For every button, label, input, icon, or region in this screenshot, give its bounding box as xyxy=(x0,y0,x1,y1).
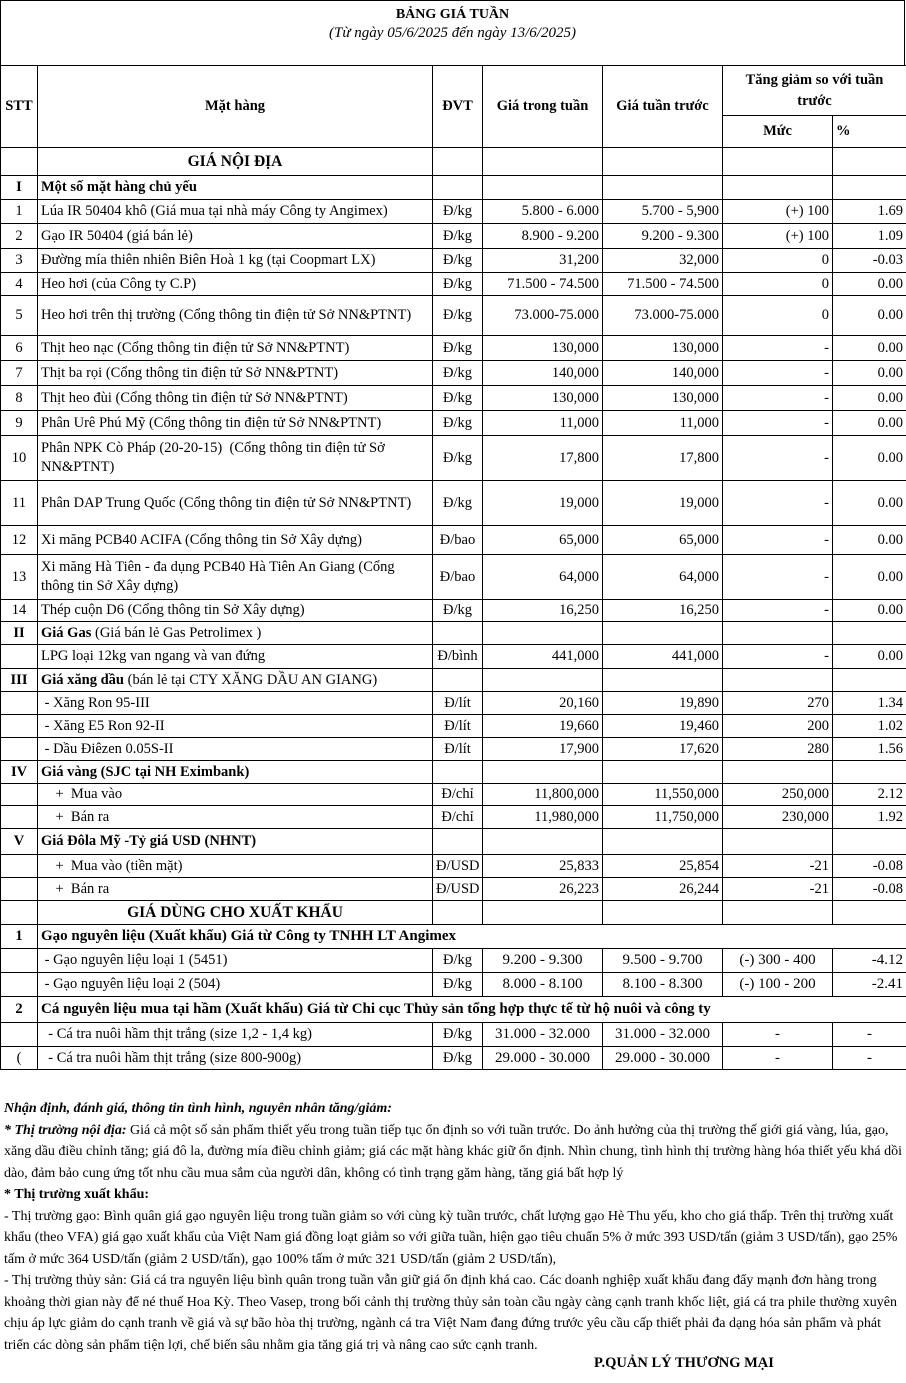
row-item-name: Xi măng Hà Tiên - đa dụng PCB40 Hà Tiên An Giang (Cổng thông tin Sở Xây dựng) xyxy=(38,555,433,600)
row-last-week: 17,620 xyxy=(603,738,723,761)
empty-cell xyxy=(833,622,906,645)
row-change-level: 0 xyxy=(723,273,833,296)
table-row xyxy=(1,555,906,600)
empty-cell xyxy=(433,622,483,645)
row-item-name: + Mua vào (tiền mặt) xyxy=(38,855,433,878)
row-change-level: 200 xyxy=(723,715,833,738)
price-table xyxy=(0,65,906,1070)
empty-cell xyxy=(433,761,483,784)
row-unit: Đ/chỉ xyxy=(433,784,483,806)
row-stt: 8 xyxy=(1,386,38,411)
row-stt: 5 xyxy=(1,296,38,336)
table-row xyxy=(1,436,906,481)
row-last-week: 140,000 xyxy=(603,361,723,386)
table-row xyxy=(1,336,906,361)
row-change-percent: 1.56 xyxy=(833,738,906,761)
row-stt xyxy=(1,806,38,829)
row-stt: 13 xyxy=(1,555,38,600)
col-header-stt: STT xyxy=(1,66,38,148)
row-change-percent: -0.08 xyxy=(833,878,906,901)
row-stt xyxy=(1,1023,38,1047)
row-change-level: - xyxy=(723,361,833,386)
row-change-percent: - xyxy=(833,1023,906,1047)
section-name-text: Một số mặt hàng chủ yếu xyxy=(41,179,197,195)
row-item-name: + Mua vào xyxy=(38,784,433,806)
section-name-text: Giá vàng (SJC tại NH Eximbank) xyxy=(41,763,250,780)
row-change-percent: 2.12 xyxy=(833,784,906,806)
table-row xyxy=(1,855,906,878)
row-stt: ( xyxy=(1,1047,38,1070)
row-item-name: Thịt ba rọi (Cổng thông tin điện tử Sở NN&PTNT) xyxy=(38,361,433,386)
row-stt: 11 xyxy=(1,481,38,526)
row-last-week: 9.200 - 9.300 xyxy=(603,224,723,249)
row-stt: 9 xyxy=(1,411,38,436)
row-unit: Đ/kg xyxy=(433,411,483,436)
row-change-percent: - xyxy=(833,1047,906,1070)
domestic-title: GIÁ NỘI ĐỊA xyxy=(38,148,433,176)
table-row xyxy=(1,224,906,249)
row-change-level: (-) 300 - 400 xyxy=(723,949,833,973)
row-last-week: 9.500 - 9.700 xyxy=(603,949,723,973)
row-last-week: 8.100 - 8.300 xyxy=(603,973,723,997)
row-unit: Đ/kg xyxy=(433,1023,483,1047)
row-last-week: 29.000 - 30.000 xyxy=(603,1047,723,1070)
row-last-week: 26,244 xyxy=(603,878,723,901)
empty-cell xyxy=(723,829,833,855)
empty-cell xyxy=(833,761,906,784)
table-row xyxy=(1,949,906,973)
row-last-week: 71.500 - 74.500 xyxy=(603,273,723,296)
row-item-name: Xi măng PCB40 ACIFA (Cổng thông tin Sở Xây dựng) xyxy=(38,526,433,555)
row-change-level: - xyxy=(723,481,833,526)
row-stt: 7 xyxy=(1,361,38,386)
empty-cell xyxy=(433,176,483,200)
row-change-level: - xyxy=(723,600,833,622)
row-last-week: 19,460 xyxy=(603,715,723,738)
row-this-week: 64,000 xyxy=(483,555,603,600)
row-change-percent: 0.00 xyxy=(833,296,906,336)
row-change-percent: 0.00 xyxy=(833,436,906,481)
row-this-week: 8.000 - 8.100 xyxy=(483,973,603,997)
row-this-week: 130,000 xyxy=(483,336,603,361)
row-last-week: 65,000 xyxy=(603,526,723,555)
row-item-name: Phân DAP Trung Quốc (Cổng thông tin điện tử Sở NN&PTNT) xyxy=(38,481,433,526)
row-this-week: 31.000 - 32.000 xyxy=(483,1023,603,1047)
section-name xyxy=(38,925,906,949)
row-item-name: Thép cuộn D6 (Cổng thông tin Sở Xây dựng) xyxy=(38,600,433,622)
row-unit: Đ/kg xyxy=(433,361,483,386)
row-change-percent: 1.09 xyxy=(833,224,906,249)
table-row xyxy=(1,600,906,622)
table-row xyxy=(1,715,906,738)
row-item-name: LPG loại 12kg van ngang và van đứng xyxy=(38,645,433,669)
section-row xyxy=(1,761,906,784)
row-item-name: Phân Urê Phú Mỹ (Cổng thông tin điện tử Sở NN&PTNT) xyxy=(38,411,433,436)
empty-cell xyxy=(723,622,833,645)
row-unit: Đ/kg xyxy=(433,224,483,249)
section-name-text: Giá Gas xyxy=(41,624,92,641)
row-item-name: Thịt heo đùi (Cổng thông tin điện tử Sở NN&PTNT) xyxy=(38,386,433,411)
table-row xyxy=(1,249,906,273)
row-this-week: 130,000 xyxy=(483,386,603,411)
table-row xyxy=(1,361,906,386)
empty-cell xyxy=(723,669,833,692)
row-change-percent: -4.12 xyxy=(833,949,906,973)
row-unit: Đ/kg xyxy=(433,973,483,997)
row-this-week: 140,000 xyxy=(483,361,603,386)
row-change-percent: 1.34 xyxy=(833,692,906,715)
row-change-percent: 0.00 xyxy=(833,336,906,361)
table-row xyxy=(1,1023,906,1047)
row-item-name: Đường mía thiên nhiên Biên Hoà 1 kg (tại Coopmart LX) xyxy=(38,249,433,273)
table-row xyxy=(1,784,906,806)
row-last-week: 130,000 xyxy=(603,386,723,411)
row-stt: 4 xyxy=(1,273,38,296)
row-change-level: 230,000 xyxy=(723,806,833,829)
section-name-detail: (Giá bán lẻ Gas Petrolimex ) xyxy=(91,624,262,641)
row-stt: V xyxy=(1,829,38,855)
empty-cell xyxy=(723,761,833,784)
header-box xyxy=(0,0,905,66)
empty-cell xyxy=(833,829,906,855)
row-unit: Đ/kg xyxy=(433,949,483,973)
section-name xyxy=(38,761,433,784)
row-unit: Đ/kg xyxy=(433,600,483,622)
row-change-level: 270 xyxy=(723,692,833,715)
empty-cell xyxy=(833,901,906,925)
row-this-week: 17,900 xyxy=(483,738,603,761)
section-name xyxy=(38,829,433,855)
row-item-name: Thịt heo nạc (Cổng thông tin điện tử Sở NN&PTNT) xyxy=(38,336,433,361)
row-last-week: 17,800 xyxy=(603,436,723,481)
row-this-week: 16,250 xyxy=(483,600,603,622)
row-item-name: - Dầu Điêzen 0.05S-II xyxy=(38,738,433,761)
row-this-week: 5.800 - 6.000 xyxy=(483,200,603,224)
row-unit: Đ/bao xyxy=(433,526,483,555)
row-last-week: 19,890 xyxy=(603,692,723,715)
row-last-week: 16,250 xyxy=(603,600,723,622)
row-unit: Đ/kg xyxy=(433,336,483,361)
row-item-name: - Xăng E5 Ron 92-II xyxy=(38,715,433,738)
row-change-percent: -0.08 xyxy=(833,855,906,878)
empty-cell xyxy=(603,761,723,784)
table-row xyxy=(1,296,906,336)
row-change-percent: 0.00 xyxy=(833,481,906,526)
row-stt: 10 xyxy=(1,436,38,481)
row-this-week: 11,800,000 xyxy=(483,784,603,806)
row-this-week: 25,833 xyxy=(483,855,603,878)
signature: P.QUẢN LÝ THƯƠNG MẠI xyxy=(594,1355,774,1371)
row-this-week: 26,223 xyxy=(483,878,603,901)
row-last-week: 73.000-75.000 xyxy=(603,296,723,336)
row-change-percent: 0.00 xyxy=(833,411,906,436)
section-row xyxy=(1,829,906,855)
row-this-week: 20,160 xyxy=(483,692,603,715)
row-change-level: (-) 100 - 200 xyxy=(723,973,833,997)
section-name-detail: (bán lẻ tại CTY XĂNG DẦU AN GIANG) xyxy=(124,671,378,688)
row-stt: II xyxy=(1,622,38,645)
section-row xyxy=(1,622,906,645)
notes-fish-text: - Thị trường thủy sản: Giá cá tra nguyên liệu bình quân trong tuần vẫn giữ giá ổn định khá cao. Các doanh nghiệp xuất khẩu đang đẩy mạnh đơn hàng trong khoảng thời gian này để né thuế Hoa Kỳ. Theo Vasep, trong bối cảnh thị trường thủy sản toàn cầu ngày càng cạnh tranh khốc liệt, giá cá tra phile thường xuyên chịu áp lực giảm do cạnh tranh về giá và sự bão hòa thị trường, ngành cá tra Việt Nam đang đứng trước yêu cầu cấp thiết phải đa dạng hóa sản phẩm và phát triển các dòng sản phẩm tiện lợi, chế biến sâu nhằm gia tăng giá trị và nâng cao sức cạnh tranh. xyxy=(4,1273,897,1353)
col-header-this-week: Giá trong tuần xyxy=(483,66,603,148)
empty-cell xyxy=(433,829,483,855)
col-header-last-week: Giá tuần trước xyxy=(603,66,723,148)
row-this-week: 31,200 xyxy=(483,249,603,273)
table-row xyxy=(1,806,906,829)
row-item-name: + Bán ra xyxy=(38,806,433,829)
row-change-percent: 1.02 xyxy=(833,715,906,738)
row-unit: Đ/kg xyxy=(433,386,483,411)
section-row xyxy=(1,925,906,949)
row-this-week: 11,980,000 xyxy=(483,806,603,829)
row-last-week: 11,000 xyxy=(603,411,723,436)
row-change-percent: -2.41 xyxy=(833,973,906,997)
row-stt xyxy=(1,738,38,761)
empty-cell xyxy=(723,176,833,200)
row-this-week: 441,000 xyxy=(483,645,603,669)
row-change-percent: 0.00 xyxy=(833,361,906,386)
row-item-name: - Gạo nguyên liệu loại 2 (504) xyxy=(38,973,433,997)
row-stt: I xyxy=(1,176,38,200)
row-change-level: 280 xyxy=(723,738,833,761)
section-row xyxy=(1,669,906,692)
row-item-name: - Gạo nguyên liệu loại 1 (5451) xyxy=(38,949,433,973)
row-change-level: (+) 100 xyxy=(723,200,833,224)
row-change-percent: 1.92 xyxy=(833,806,906,829)
row-unit: Đ/kg xyxy=(433,249,483,273)
row-stt xyxy=(1,973,38,997)
row-unit: Đ/chỉ xyxy=(433,806,483,829)
row-last-week: 19,000 xyxy=(603,481,723,526)
row-last-week: 25,854 xyxy=(603,855,723,878)
empty-cell xyxy=(483,622,603,645)
table-row xyxy=(1,200,906,224)
row-this-week: 17,800 xyxy=(483,436,603,481)
row-stt: 1 xyxy=(1,200,38,224)
row-change-level: - xyxy=(723,645,833,669)
domestic-title-row xyxy=(1,148,906,176)
section-name-text: Cá nguyên liệu mua tại hầm (Xuất khẩu) Giá từ Chi cục Thủy sản tổng hợp thực tế từ hộ nuôi và công ty xyxy=(41,1001,711,1017)
empty-cell xyxy=(603,829,723,855)
notes-domestic-label: * Thị trường nội địa: xyxy=(4,1122,127,1138)
row-unit: Đ/kg xyxy=(433,481,483,526)
row-unit: Đ/kg xyxy=(433,296,483,336)
col-header-unit: ĐVT xyxy=(433,66,483,148)
empty-cell xyxy=(603,901,723,925)
row-last-week: 11,550,000 xyxy=(603,784,723,806)
row-unit: Đ/kg xyxy=(433,273,483,296)
table-row xyxy=(1,411,906,436)
row-this-week: 73.000-75.000 xyxy=(483,296,603,336)
row-last-week: 5.700 - 5,900 xyxy=(603,200,723,224)
table-row xyxy=(1,692,906,715)
row-last-week: 11,750,000 xyxy=(603,806,723,829)
row-stt: 1 xyxy=(1,925,38,949)
row-change-level: - xyxy=(723,1047,833,1070)
row-this-week: 65,000 xyxy=(483,526,603,555)
row-this-week: 19,000 xyxy=(483,481,603,526)
row-unit: Đ/kg xyxy=(433,1047,483,1070)
notes xyxy=(4,1098,902,1356)
empty-cell xyxy=(603,176,723,200)
row-change-level: - xyxy=(723,411,833,436)
row-change-level: - xyxy=(723,336,833,361)
col-header-percent: % xyxy=(833,116,906,148)
empty-cell xyxy=(483,669,603,692)
section-name-text: Giá Đôla Mỹ -Tỷ giá USD (NHNT) xyxy=(41,833,257,849)
section-name xyxy=(38,176,433,200)
row-stt xyxy=(1,715,38,738)
row-change-level: 0 xyxy=(723,296,833,336)
row-change-level: - xyxy=(723,436,833,481)
row-change-level: 0 xyxy=(723,249,833,273)
row-item-name: - Cá tra nuôi hầm thịt trắng (size 800-900g) xyxy=(38,1047,433,1070)
notes-domestic xyxy=(4,1120,902,1185)
empty-cell xyxy=(1,901,38,925)
notes-export-label: * Thị trường xuất khẩu: xyxy=(4,1187,150,1202)
row-this-week: 8.900 - 9.200 xyxy=(483,224,603,249)
row-this-week: 19,660 xyxy=(483,715,603,738)
row-this-week: 71.500 - 74.500 xyxy=(483,273,603,296)
row-stt xyxy=(1,784,38,806)
row-unit: Đ/bao xyxy=(433,555,483,600)
section-name-text: Giá xăng dầu xyxy=(41,671,124,688)
header-row xyxy=(1,66,906,116)
row-unit: Đ/lít xyxy=(433,692,483,715)
empty-cell xyxy=(833,176,906,200)
row-last-week: 32,000 xyxy=(603,249,723,273)
row-change-percent: 0.00 xyxy=(833,526,906,555)
empty-cell xyxy=(483,829,603,855)
row-change-percent: 1.69 xyxy=(833,200,906,224)
row-unit: Đ/lít xyxy=(433,738,483,761)
row-unit: Đ/bình xyxy=(433,645,483,669)
row-stt: 3 xyxy=(1,249,38,273)
row-last-week: 64,000 xyxy=(603,555,723,600)
row-last-week: 441,000 xyxy=(603,645,723,669)
row-stt xyxy=(1,949,38,973)
col-header-change: Tăng giảm so với tuần trước xyxy=(723,66,906,116)
row-change-percent: 0.00 xyxy=(833,600,906,622)
row-item-name: Phân NPK Cò Pháp (20-20-15) (Cổng thông tin điện tử Sở NN&PTNT) xyxy=(38,436,433,481)
page-subtitle: (Từ ngày 05/6/2025 đến ngày 13/6/2025) xyxy=(329,25,576,41)
row-stt xyxy=(1,692,38,715)
row-item-name: Heo hơi trên thị trường (Cổng thông tin điện tử Sở NN&PTNT) xyxy=(38,296,433,336)
row-this-week: 9.200 - 9.300 xyxy=(483,949,603,973)
section-name xyxy=(38,622,433,645)
section-row xyxy=(1,997,906,1023)
notes-domestic-text: Giá cả một số sản phẩm thiết yếu trong tuần tiếp tục ổn định so với tuần trước. Do ảnh hưởng của thị trường thế giới giá vàng, lúa, gạo, xăng dầu điều chỉnh tăng; giá đô la, đường mía điều chỉnh giảm; giá các mặt hàng khác giữ ổn định. Nhìn chung, tình hình thị trường hàng hóa thiết yếu khá dồi dào, đảm bảo cung ứng tốt nhu cầu mua sắm của người dân, không có tình trạng găm hàng, tăng giá bất hợp lý xyxy=(4,1122,902,1181)
row-change-level: - xyxy=(723,526,833,555)
row-last-week: 31.000 - 32.000 xyxy=(603,1023,723,1047)
row-stt: 6 xyxy=(1,336,38,361)
empty-cell xyxy=(483,761,603,784)
row-unit: Đ/kg xyxy=(433,436,483,481)
row-change-level: -21 xyxy=(723,878,833,901)
section-name xyxy=(38,997,906,1023)
row-item-name: Lúa IR 50404 khô (Giá mua tại nhà máy Công ty Angimex) xyxy=(38,200,433,224)
empty-cell xyxy=(833,669,906,692)
col-header-level: Mức xyxy=(723,116,833,148)
row-last-week: 130,000 xyxy=(603,336,723,361)
row-stt: 14 xyxy=(1,600,38,622)
table-row xyxy=(1,1047,906,1070)
notes-heading: Nhận định, đánh giá, thông tin tình hình, nguyên nhân tăng/giảm: xyxy=(4,1101,392,1116)
empty-cell xyxy=(723,901,833,925)
row-change-percent: 0.00 xyxy=(833,386,906,411)
section-row xyxy=(1,176,906,200)
row-stt: 2 xyxy=(1,997,38,1023)
table-row xyxy=(1,526,906,555)
row-this-week: 11,000 xyxy=(483,411,603,436)
export-title: GIÁ DÙNG CHO XUẤT KHẨU xyxy=(38,901,433,925)
row-stt: III xyxy=(1,669,38,692)
row-stt xyxy=(1,855,38,878)
export-title-row xyxy=(1,901,906,925)
row-change-level: - xyxy=(723,555,833,600)
section-name-text: Gạo nguyên liệu (Xuất khẩu) Giá từ Công ty TNHH LT Angimex xyxy=(41,928,457,944)
table-row xyxy=(1,973,906,997)
empty-cell xyxy=(603,622,723,645)
row-change-level: -21 xyxy=(723,855,833,878)
row-this-week: 29.000 - 30.000 xyxy=(483,1047,603,1070)
row-change-level: - xyxy=(723,386,833,411)
row-stt xyxy=(1,645,38,669)
row-unit: Đ/USD xyxy=(433,855,483,878)
row-unit: Đ/lít xyxy=(433,715,483,738)
table-row xyxy=(1,481,906,526)
row-stt: IV xyxy=(1,761,38,784)
page-title: BẢNG GIÁ TUẦN xyxy=(395,7,510,22)
row-stt: 12 xyxy=(1,526,38,555)
table-row xyxy=(1,273,906,296)
table-row xyxy=(1,645,906,669)
row-change-level: 250,000 xyxy=(723,784,833,806)
empty-cell xyxy=(603,669,723,692)
row-item-name: + Bán ra xyxy=(38,878,433,901)
row-stt: 2 xyxy=(1,224,38,249)
row-change-level: - xyxy=(723,1023,833,1047)
row-unit: Đ/kg xyxy=(433,200,483,224)
row-unit: Đ/USD xyxy=(433,878,483,901)
row-item-name: - Cá tra nuôi hầm thịt trắng (size 1,2 - 1,4 kg) xyxy=(38,1023,433,1047)
row-change-percent: -0.03 xyxy=(833,249,906,273)
row-item-name: Gạo IR 50404 (giá bán lẻ) xyxy=(38,224,433,249)
empty-cell xyxy=(483,176,603,200)
section-name xyxy=(38,669,433,692)
table-row xyxy=(1,878,906,901)
row-change-percent: 0.00 xyxy=(833,555,906,600)
row-change-percent: 0.00 xyxy=(833,645,906,669)
row-item-name: - Xăng Ron 95-III xyxy=(38,692,433,715)
empty-cell xyxy=(433,901,483,925)
row-change-level: (+) 100 xyxy=(723,224,833,249)
row-change-percent: 0.00 xyxy=(833,273,906,296)
empty-cell xyxy=(483,901,603,925)
notes-rice-text: - Thị trường gạo: Bình quân giá gạo nguyên liệu trong tuần giảm so với cùng kỳ tuần trước, chất lượng gạo Hè Thu yếu, kho cho giá thấp. Trên thị trường xuất khẩu (theo VFA) giá gạo xuất khẩu của Việt Nam giá đồng loạt giảm so với giữa tuần, hiện gạo tiêu chuẩn 5% ở mức 393 USD/tấn (giảm 3 USD/tấn), gạo 25% tấm ở mức 364 USD/tấn (giảm 2 USD/tấn), gạo 100% tấm ở mức 321 USD/tấn (giảm 2 USD/tấn), xyxy=(4,1208,898,1267)
table-row xyxy=(1,386,906,411)
empty-cell xyxy=(433,669,483,692)
table-row xyxy=(1,738,906,761)
col-header-item: Mặt hàng xyxy=(38,66,433,148)
row-stt xyxy=(1,878,38,901)
row-item-name: Heo hơi (của Công ty C.P) xyxy=(38,273,433,296)
